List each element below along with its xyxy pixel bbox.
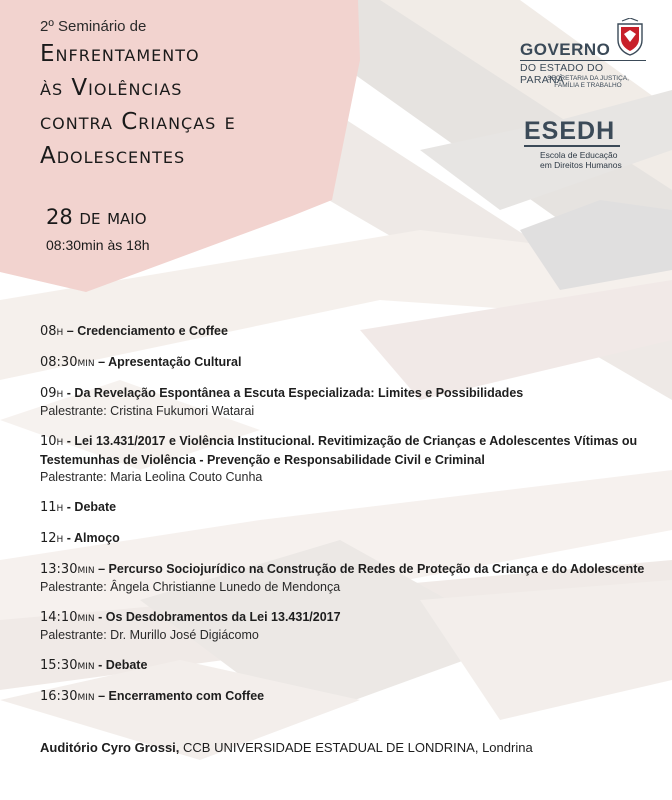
program-schedule [40, 322, 660, 706]
schedule-title: Credenciamento e Coffee [77, 324, 228, 338]
governo-word: GOVERNO [520, 40, 611, 59]
governo-state: DO ESTADO DO PARANÁ [520, 62, 604, 86]
secretaria-line-2: FAMÍLIA E TRABALHO [554, 82, 622, 89]
schedule-hour: 15:30min [40, 658, 95, 673]
schedule-title: Almoço [73, 531, 120, 545]
schedule-item: 09h - Da Revelação Espontânea a Escuta Especializada: Limites e Possibilidades Palestrante: Cristina Fukumori Watarai [40, 384, 660, 420]
title-line-4: Adolescentes [40, 143, 186, 169]
governo-parana-logo [518, 18, 650, 94]
secretaria-line-1: SECRETARIA DA JUSTIÇA, [547, 75, 629, 82]
schedule-hour: 16:30min [40, 689, 95, 704]
esedh-word: ESEDH [524, 117, 616, 145]
title-line-2: às Violências [40, 75, 183, 101]
schedule-speaker: Palestrante: Cristina Fukumori Watarai [40, 404, 255, 418]
schedule-title: Encerramento com Coffee [108, 689, 265, 703]
schedule-hour: 14:10min [40, 610, 95, 625]
schedule-item: 11h - Debate [40, 500, 117, 515]
venue-address: CCB UNIVERSIDADE ESTADUAL DE LONDRINA, Londrina [179, 740, 533, 755]
schedule-hour: 08h [40, 324, 64, 339]
venue-place: Auditório Cyro Grossi, [40, 740, 180, 755]
header [40, 18, 236, 173]
schedule-hour: 10h [40, 434, 64, 449]
schedule-item: 10h - Lei 13.431/2017 e Violência Institucional. Revitimização de Crianças e Adolescentes Vítimas ou Testemunhas de Violência - Prevenção e Responsabilidade Civil e Criminal Palestrante: Maria Leolina Couto Cunha [40, 432, 660, 486]
schedule-title: Debate [74, 500, 117, 514]
schedule-item: 16:30min – Encerramento com Coffee [40, 689, 265, 704]
schedule-speaker: Palestrante: Maria Leolina Couto Cunha [40, 470, 263, 484]
event-time: 08:30min às 18h [46, 237, 150, 253]
schedule-title: Os Desdobramentos da Lei 13.431/2017 [105, 610, 341, 624]
schedule-hour: 11h [40, 500, 64, 515]
schedule-title: Lei 13.431/2017 e Violência Institucional. Revitimização de Crianças e Adolescentes Vítimas ou Testemunhas de Violência - Prevenção e Responsabilidade Civil e Criminal [40, 434, 638, 467]
title-line-3: contra Crianças e [40, 109, 236, 135]
schedule-hour: 08:30min [40, 355, 95, 370]
esedh-sub-line-2: em Direitos Humanos [540, 160, 622, 170]
schedule-hour: 12h [40, 531, 64, 546]
schedule-hour: 13:30min [40, 562, 95, 577]
esedh-logo [524, 118, 624, 172]
schedule-title: Debate [105, 658, 148, 672]
schedule-title: Da Revelação Espontânea a Escuta Especializada: Limites e Possibilidades [74, 386, 524, 400]
schedule-speaker: Palestrante: Dr. Murillo José Digiácomo [40, 628, 259, 642]
parana-crest-icon [614, 18, 646, 56]
schedule-title: Percurso Sociojurídico na Construção de Redes de Proteção da Criança e do Adolescente [108, 562, 645, 576]
esedh-sub-line-1: Escola de Educação [540, 150, 618, 160]
title-line-1: Enfrentamento [40, 41, 200, 67]
schedule-item: 13:30min – Percurso Sociojurídico na Construção de Redes de Proteção da Criança e do Adolescente Palestrante: Ângela Christianne Lunedo de Mendonça [40, 560, 660, 596]
governo-divider [520, 60, 646, 61]
schedule-hour: 09h [40, 386, 64, 401]
seminar-edition: 2º Seminário de [40, 18, 147, 35]
schedule-item: 15:30min - Debate [40, 658, 148, 673]
schedule-item: 08:30min – Apresentação Cultural [40, 355, 242, 370]
governo-secretaria [540, 75, 636, 89]
schedule-item: 14:10min - Os Desdobramentos da Lei 13.431/2017 Palestrante: Dr. Murillo José Digiácomo [40, 608, 660, 644]
schedule-title: Apresentação Cultural [108, 355, 242, 369]
schedule-speaker: Palestrante: Ângela Christianne Lunedo de Mendonça [40, 580, 341, 594]
esedh-divider [524, 145, 620, 147]
schedule-item: 12h - Almoço [40, 531, 120, 546]
event-venue [40, 740, 533, 755]
schedule-item: 08h – Credenciamento e Coffee [40, 324, 228, 339]
event-date: 28 de maio [46, 205, 147, 229]
